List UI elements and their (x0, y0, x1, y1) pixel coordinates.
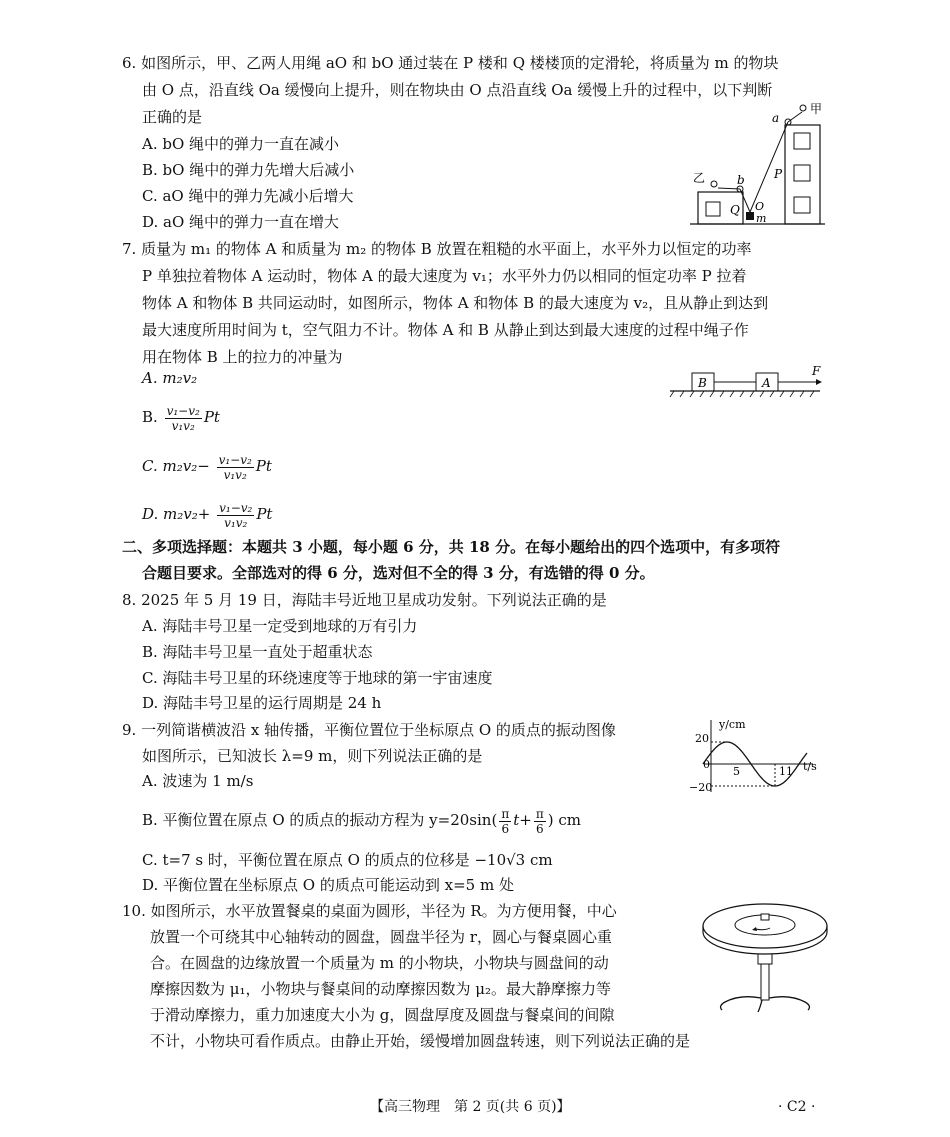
q7-c-frac-den: v₁v₂ (223, 467, 247, 482)
q9-b-frac2 (534, 807, 546, 836)
q8-option-b: B. 海陆丰号卫星一直处于超重状态 (142, 643, 373, 661)
q7-option-a: A. m₂v₂ (142, 369, 198, 387)
q9-b-frac1-den: 6 (501, 821, 510, 836)
q9-stem-line1: 9. 一列简谐横波沿 x 轴传播，平衡位置位于坐标原点 O 的质点的振动图像 (122, 721, 616, 739)
q7-stem-line2: P 单独拉着物体 A 运动时，物体 A 的最大速度为 v₁；水平外力仍以相同的恒定功率 P 拉着 (142, 267, 747, 285)
page-footer: 【高三物理 第 2 页(共 6 页)】 (370, 1099, 571, 1115)
q7-stem-line4: 最大速度所用时间为 t，空气阻力不计。物体 A 和 B 从静止到达到最大速度的过程中绳子作 (142, 321, 749, 339)
q7-b-frac-den: v₁v₂ (171, 418, 195, 433)
q6-label-yi: 乙 (693, 171, 706, 185)
q6-stem-line1: 6. 如图所示，甲、乙两人用绳 aO 和 bO 通过装在 P 楼和 Q 楼楼顶的定滑轮，将质量为 m 的物块 (122, 54, 779, 72)
q7-d-frac-den: v₁v₂ (224, 515, 248, 530)
q6-option-d: D. aO 绳中的弹力一直在增大 (142, 213, 340, 231)
q8-option-a: A. 海陆丰号卫星一定受到地球的万有引力 (142, 617, 418, 635)
q6-label-a: a (772, 111, 780, 125)
q9-option-b (142, 803, 581, 837)
q9-origin: 0 (703, 758, 710, 771)
q8-stem: 8. 2025 年 5 月 19 日，海陆丰号近地卫星成功发射。下列说法正确的是 (122, 591, 607, 609)
q7-c-fraction (217, 453, 254, 482)
q7-label-f: F (812, 364, 821, 378)
section2-line1: 二、多项选择题：本题共 3 小题，每小题 6 分，共 18 分。在每小题给出的四个选项中，有多项符 (122, 538, 781, 556)
q8-option-d: D. 海陆丰号卫星的运行周期是 24 h (142, 694, 382, 712)
q6-label-m: m (756, 212, 767, 225)
q7-stem-line3: 物体 A 和物体 B 共同运动时，如图所示，物体 A 和物体 B 的最大速度为 v₂，且从静止到达到 (142, 294, 769, 312)
q9-tick-20: 20 (695, 732, 709, 745)
q6-label-O: O (755, 200, 765, 213)
q7-d-fraction (217, 501, 254, 530)
q7-stem-line5: 用在物体 B 上的拉力的冲量为 (142, 348, 343, 366)
page-code: · C2 · (778, 1099, 816, 1115)
q7-figure (670, 365, 830, 405)
q10-stem-line1: 10. 如图所示，水平放置餐桌的桌面为圆形，半径为 R。为方便用餐，中心 (122, 902, 617, 920)
q7-option-b (142, 400, 220, 434)
q9-b-frac1-num: π (501, 806, 510, 821)
q6-figure (690, 100, 830, 230)
q8-option-c: C. 海陆丰号卫星的环绕速度等于地球的第一宇宙速度 (142, 669, 493, 687)
q9-xlabel: t/s (803, 760, 817, 773)
q9-ylabel: y/cm (719, 718, 746, 731)
q6-stem-line2: 由 O 点，沿直线 Oa 缓慢向上提升，则在物块由 O 点沿直线 Oa 缓慢上升的过程中，以下判断 (142, 81, 773, 99)
q9-option-c: C. t=7 s 时，平衡位置在原点 O 的质点的位移是 −10√3 cm (142, 851, 553, 869)
q6-stem-line3: 正确的是 (142, 108, 203, 126)
q9-tick-neg20: −20 (689, 781, 713, 794)
q6-label-jia: 甲 (810, 102, 823, 116)
q10-stem-line6: 不计，小物块可看作质点。由静止开始，缓慢增加圆盘转速，则下列说法正确的是 (150, 1032, 691, 1050)
q7-option-c (142, 449, 272, 483)
q10-stem-line4: 摩擦因数为 μ₁，小物块与餐桌间的动摩擦因数为 μ₂。最大静摩擦力等 (150, 980, 612, 998)
q9-stem-line2: 如图所示，已知波长 λ=9 m，则下列说法正确的是 (142, 747, 483, 765)
q10-stem-line3: 合。在圆盘的边缘放置一个质量为 m 的小物块，小物块与圆盘间的动 (150, 954, 609, 972)
q7-c-label: C. m₂v₂− (142, 457, 210, 475)
q6-option-c: C. aO 绳中的弹力先减小后增大 (142, 187, 354, 205)
q9-b-frac2-den: 6 (535, 821, 544, 836)
q6-option-b: B. bO 绳中的弹力先增大后减小 (142, 161, 355, 179)
q7-label-a: A (762, 376, 771, 390)
section2-line2: 合题目要求。全部选对的得 6 分，选对但不全的得 3 分，有选错的得 0 分。 (142, 564, 655, 582)
q6-label-b: b (737, 173, 745, 187)
q9-tick-11: 11 (779, 765, 793, 778)
q10-stem-line2: 放置一个可绕其中心轴转动的圆盘，圆盘半径为 r，圆心与餐桌圆心重 (150, 928, 612, 946)
q9-vibration-graph (685, 718, 825, 808)
q7-b-label: B. (142, 408, 158, 426)
q9-option-a: A. 波速为 1 m/s (142, 772, 254, 790)
q7-stem-line1: 7. 质量为 m₁ 的物体 A 和质量为 m₂ 的物体 B 放置在粗糙的水平面上，水平外力以恒定的功率 (122, 240, 752, 258)
q6-label-Q: Q (730, 203, 740, 217)
q7-c-pt: Pt (255, 457, 272, 475)
q9-tick-5: 5 (733, 765, 740, 778)
q7-b-fraction (165, 404, 202, 433)
q6-option-a: A. bO 绳中的弹力一直在减小 (142, 135, 340, 153)
q7-d-pt: Pt (256, 505, 273, 523)
q7-d-frac-num: v₁−v₂ (219, 500, 253, 515)
q9-b-frac1 (499, 807, 511, 836)
q7-b-frac-num: v₁−v₂ (166, 403, 200, 418)
q7-label-b: B (698, 376, 707, 390)
q9-b-frac2-num: π (535, 806, 544, 821)
q6-label-P: P (774, 167, 783, 181)
q7-b-pt: Pt (203, 408, 220, 426)
q9-option-d: D. 平衡位置在坐标原点 O 的质点可能运动到 x=5 m 处 (142, 876, 514, 894)
q9-b-post: ) cm (547, 811, 581, 829)
q7-option-d (142, 497, 272, 531)
q7-d-label: D. m₂v₂+ (142, 505, 211, 523)
q7-c-frac-num: v₁−v₂ (218, 452, 252, 467)
q9-b-pre: B. 平衡位置在原点 O 的质点的振动方程为 y=20sin( (142, 811, 498, 829)
q10-table-figure (700, 898, 830, 1016)
q9-b-mid: t+ (513, 811, 532, 829)
q10-stem-line5: 于滑动摩擦力，重力加速度大小为 g，圆盘厚度及圆盘与餐桌间的间隙 (150, 1006, 615, 1024)
